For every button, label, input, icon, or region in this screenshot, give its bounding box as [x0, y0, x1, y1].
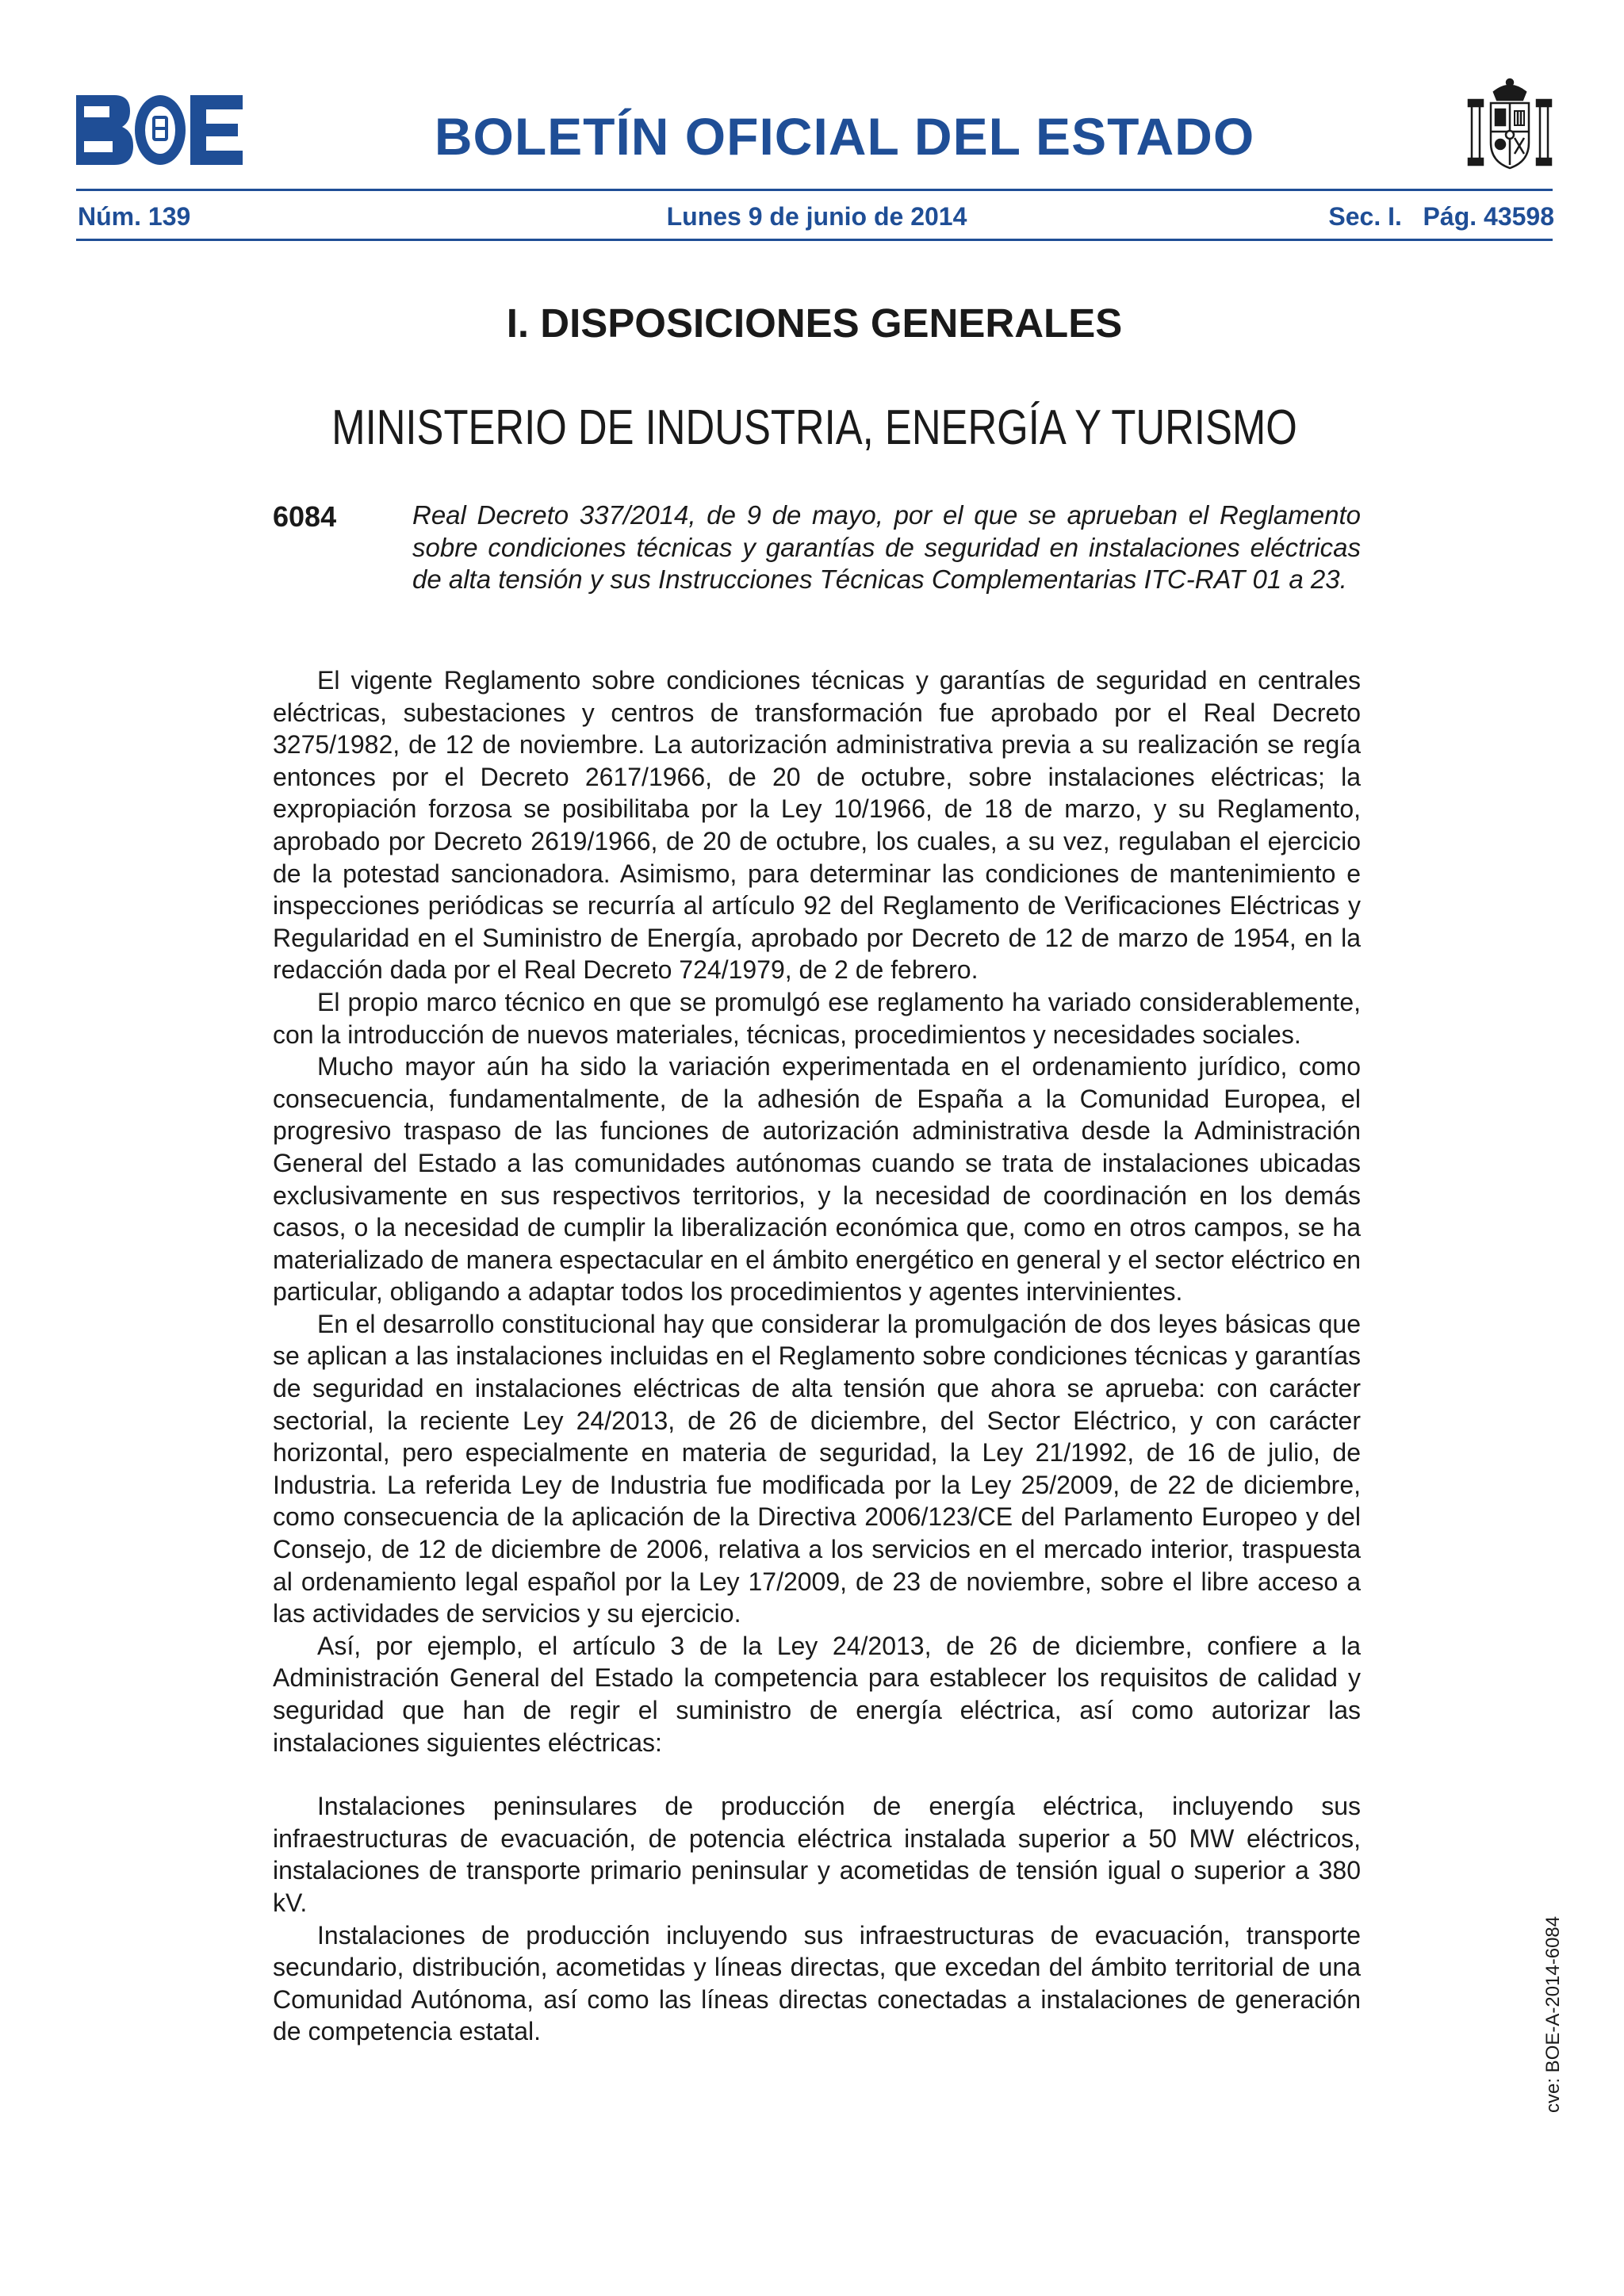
issue-date: Lunes 9 de junio de 2014 [666, 202, 967, 231]
disposition-title: Real Decreto 337/2014, de 9 de mayo, por el que se aprueban el Reglamento sobre condiciones técnicas y garantías de seguridad en instalaciones eléctricas de alta tensión y sus Instrucciones Técnicas Complementarias ITC-RAT 01 a 23. [412, 500, 1361, 594]
section-title: I. DISPOSICIONES GENERALES [506, 300, 1123, 346]
boe-logo-graphic [76, 95, 243, 165]
issue-number: Núm. 139 [78, 202, 191, 231]
disposition-number: 6084 [273, 500, 337, 533]
header-rule-bottom [76, 239, 1553, 241]
paragraph: Mucho mayor aún ha sido la variación experimentada en el ordenamiento jurídico, como consecuencia, fundamentalmente, de la adhesión de España a la Comunidad Europea, el progresivo traspaso de las funciones de autorización administrativa desde la Administración General del Estado a las comunidades autónomas cuando se trata de instalaciones ubicadas exclusivamente en sus respectivos territorios, y la necesidad de coordinación en los demás casos, o la necesidad de cumplir la liberalización económica que, como en otros campos, se ha materializado de manera espectacular en el ámbito energético en general y el sector eléctrico en particular, obligando a adaptar todos los procedimientos y agentes intervinientes. [273, 1052, 1361, 1307]
header-rule-top [76, 189, 1553, 191]
masthead-title: BOLETÍN OFICIAL DEL ESTADO [434, 107, 1255, 166]
cve-code: cve: BOE-A-2014-6084 [1542, 1915, 1564, 2113]
ministry-title: MINISTERIO DE INDUSTRIA, ENERGÍA Y TURISMO [331, 400, 1297, 455]
section-page: Sec. I. Pág. 43598 [1328, 202, 1554, 231]
paragraph: Instalaciones de producción incluyendo sus infraestructuras de evacuación, transporte secundario, distribución, acometidas y líneas directas, que excedan del ámbito territorial de una Comunidad Autónoma, así como las líneas directas conectadas a instalaciones de generación de competencia estatal. [273, 1920, 1361, 2046]
paragraph: En el desarrollo constitucional hay que considerar la promulgación de dos leyes básicas que se aplican a las instalaciones incluidas en el Reglamento sobre condiciones técnicas y garantías de seguridad en instalaciones eléctricas de alta tensión que ahora se aprueba: con carácter sectorial, la reciente Ley 24/2013, de 26 de diciembre, del Sector Eléctrico, y con carácter horizontal, pero especialmente en materia de seguridad, la Ley 21/1992, de 16 de julio, de Industria. La referida Ley de Industria fue modificada por la Ley 25/2009, de 22 de diciembre, como consecuencia de la aplicación de la Directiva 2006/123/CE del Parlamento Europeo y del Consejo, de 12 de diciembre de 2006, relativa a los servicios en el mercado interior, traspuesta al ordenamiento legal español por la Ley 17/2009, de 23 de noviembre, sobre el libre acceso a las actividades de servicios y su ejercicio. [273, 1309, 1361, 1628]
paragraph: El vigente Reglamento sobre condiciones técnicas y garantías de seguridad en centrales eléctricas, subestaciones y centros de transformación fue aprobado por el Real Decreto 3275/1982, de 12 de noviembre. La autorización administrativa previa a su realización se regía entonces por el Decreto 2617/1966, de 20 de octubre, sobre instalaciones eléctricas; la expropiación forzosa se posibilitaba por la Ley 10/1966, de 18 de marzo, y su Reglamento, aprobado por Decreto 2619/1966, de 20 de octubre, los cuales, a su vez, regulaban el ejercicio de la potestad sancionadora. Asimismo, para determinar las condiciones de mantenimiento e inspecciones periódicas se recurría al artículo 92 del Reglamento de Verificaciones Eléctricas y Regularidad en el Suministro de Energía, aprobado por Decreto de 12 de marzo de 1954, en la redacción dada por el Real Decreto 724/1979, de 2 de febrero. [273, 666, 1361, 985]
boe-logo [76, 95, 243, 165]
paragraph: El propio marco técnico en que se promulgó ese reglamento ha variado considerablemente, con la introducción de nuevos materiales, técnicas, procedimientos y necesidades sociales. [273, 987, 1361, 1049]
coat-of-arms-icon [1465, 76, 1554, 174]
body-text [273, 664, 1361, 2048]
paragraph: Así, por ejemplo, el artículo 3 de la Ley 24/2013, de 26 de diciembre, confiere a la Administración General del Estado la competencia para establecer los requisitos de calidad y seguridad que han de regir el suministro de energía eléctrica, así como autorizar las instalaciones siguientes eléctricas: [273, 1631, 1361, 1757]
paragraph: Instalaciones peninsulares de producción de energía eléctrica, incluyendo sus infraestructuras de evacuación, de potencia eléctrica instalada superior a 50 MW eléctricos, instalaciones de transporte primario peninsular y acometidas de tensión igual o superior a 380 kV. [273, 1792, 1361, 1917]
